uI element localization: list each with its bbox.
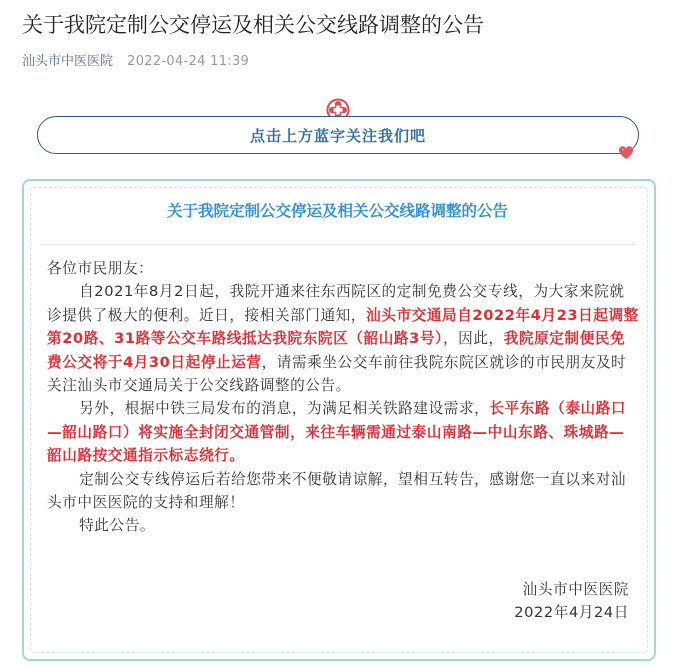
p1-highlight-route-change: 汕头市交通局自2022年4月23日起调整第20路、31路等公交车路线抵达我院东院区（韶山路3号）: [47, 306, 639, 348]
paragraph-4: 特此公告。: [79, 517, 156, 535]
greeting: 各位市民朋友：: [47, 260, 154, 277]
signature: [514, 578, 629, 624]
follow-us-banner[interactable]: [37, 116, 639, 154]
p1-text-c: ，因此，: [442, 330, 504, 348]
paragraph-1: [47, 280, 639, 397]
p1-text-a: 自2021年8月2日起，我院开通来往东西院区的定制免费公交专线，为大家来院就诊提供了极大的便利。近日，接相关部门通知，: [47, 283, 625, 324]
title-divider: [40, 244, 636, 245]
article-meta: [22, 53, 249, 71]
notice-title: 关于我院定制公交停运及相关公交线路调整的公告: [166, 202, 508, 220]
signature-org: 汕头市中医医院: [522, 581, 629, 598]
notice-body: [47, 257, 639, 538]
p1-highlight-bus-stop: 我院原定制便民免费公交将于4月30日起停止运营: [47, 330, 626, 371]
signature-date: 2022年4月24日: [514, 604, 629, 621]
follow-us-label: 点击上方蓝字关注我们吧: [249, 126, 426, 145]
article-title: 关于我院定制公交停运及相关公交线路调整的公告: [22, 13, 484, 37]
heart-icon: [618, 145, 634, 161]
p2-highlight-road-closure: 长平东路（泰山路口—韶山路口）将实施全封闭交通管制，来往车辆需通过泰山南路—中山东路、珠城路—韶山路按交通指示标志绕行。: [47, 400, 627, 465]
paragraph-3: 定制公交专线停运后若给您带来不便敬请谅解，望相互转告，感谢您一直以来对汕头市中医医院的支持和理解！: [47, 470, 627, 512]
account-name-link[interactable]: 汕头市中医医院: [22, 54, 114, 69]
paragraph-2: [47, 397, 639, 467]
p2-text-a: 另外，根据中铁三局发布的消息，为满足相关铁路建设需求，: [79, 400, 490, 418]
p1-text-e: ，请需乘坐公交车前往我院东院区就诊的市民朋友及时关注汕头市交通局关于公交线路调整的公告。: [47, 353, 627, 395]
publish-date: 2022-04-24 11:39: [127, 54, 250, 69]
